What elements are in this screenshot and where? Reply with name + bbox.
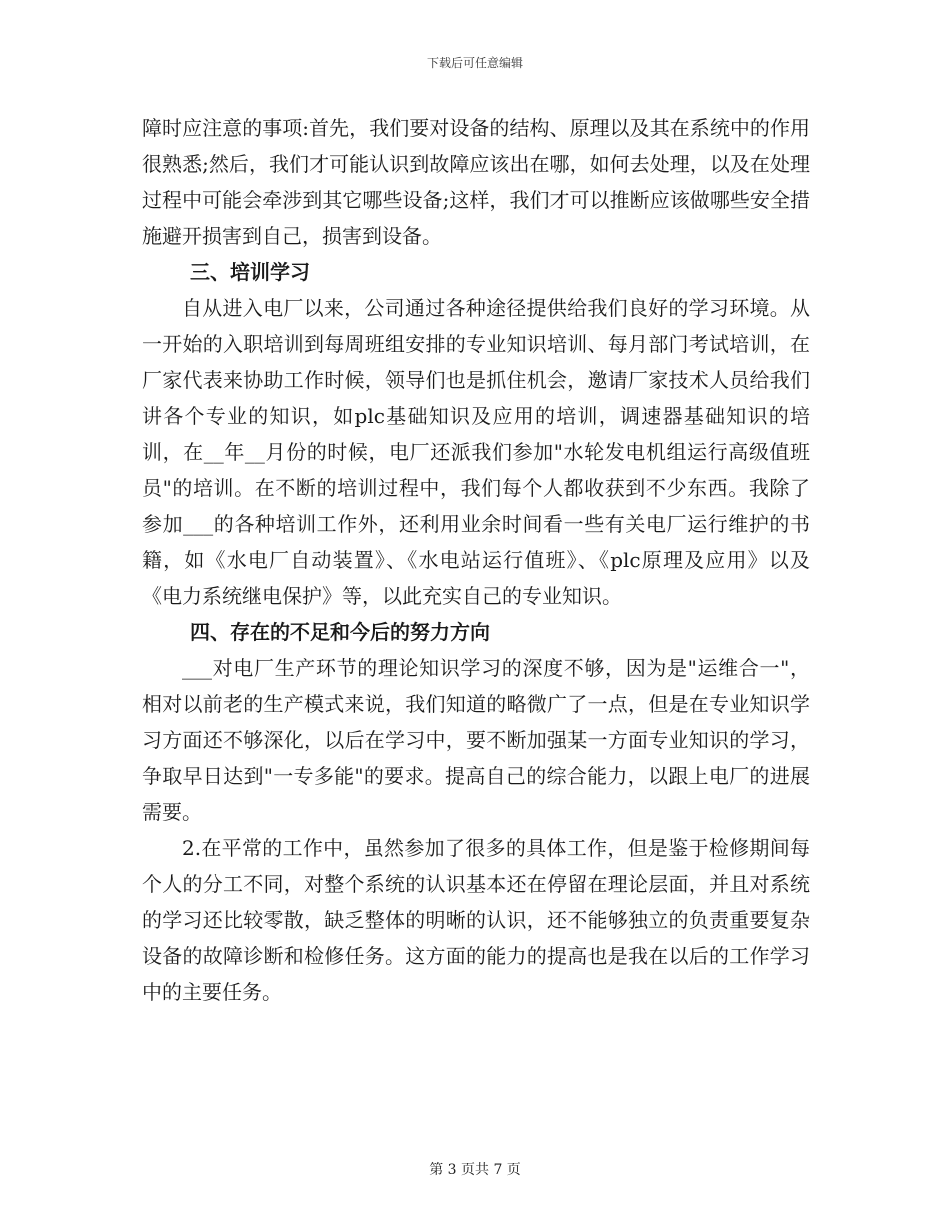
page-number: 第 3 页共 7 页 bbox=[429, 1162, 521, 1178]
paragraph-continuation: 障时应注意的事项:首先，我们要对设备的结构、原理以及其在系统中的作用很熟悉;然后，我们才可能认识到故障应该出在哪，如何去处理，以及在处理过程中可能会牵涉到其它哪些设备;这样，我们才可以推断应该做哪些安全措施避开损害到自己，损害到设备。 bbox=[142, 116, 810, 248]
paragraph-shortcoming-1: ___对电厂生产环节的理论知识学习的深度不够，因为是"运维合一"，相对以前老的生产模式来说，我们知道的略微广了一点，但是在专业知识学习方面还不够深化，以后在学习中，要不断加强某一方面专业知识的学习，争取早日达到"一专多能"的要求。提高自己的综合能力，以跟上电厂的进展需要。 bbox=[142, 656, 810, 824]
paragraph-training: 自从进入电厂以来，公司通过各种途径提供给我们良好的学习环境。从一开始的入职培训到每周班组安排的专业知识培训、每月部门考试培训，在厂家代表来协助工作时候，领导们也是抓住机会，邀请厂家技术人员给我们讲各个专业的知识，如plc基础知识及应用的培训，调速器基础知识的培训，在__年__月份的时候，电厂还派我们参加"水轮发电机组运行高级值班员"的培训。在不断的培训过程中，我们每个人都收获到不少东西。我除了参加___的各种培训工作外，还利用业余时间看一些有关电厂运行维护的书籍，如《水电厂自动装置》、《水电站运行值班》、《plc原理及应用》以及《电力系统继电保护》等，以此充实自己的专业知识。 bbox=[142, 296, 810, 608]
paragraph-shortcoming-2: 2.在平常的工作中，虽然参加了很多的具体工作，但是鉴于检修期间每个人的分工不同，对整个系统的认识基本还在停留在理论层面，并且对系统的学习还比较零散，缺乏整体的明晰的认识，还不能够独立的负责重要复杂设备的故障诊断和检修任务。这方面的能力的提高也是我在以后的工作学习中的主要任务。 bbox=[142, 836, 810, 1004]
section-heading-training: 三、培训学习 bbox=[190, 260, 310, 284]
section-heading-shortcomings: 四、存在的不足和今后的努力方向 bbox=[190, 620, 490, 644]
document-body bbox=[142, 110, 810, 1010]
page-header: 下载后可任意编辑 bbox=[426, 56, 523, 70]
